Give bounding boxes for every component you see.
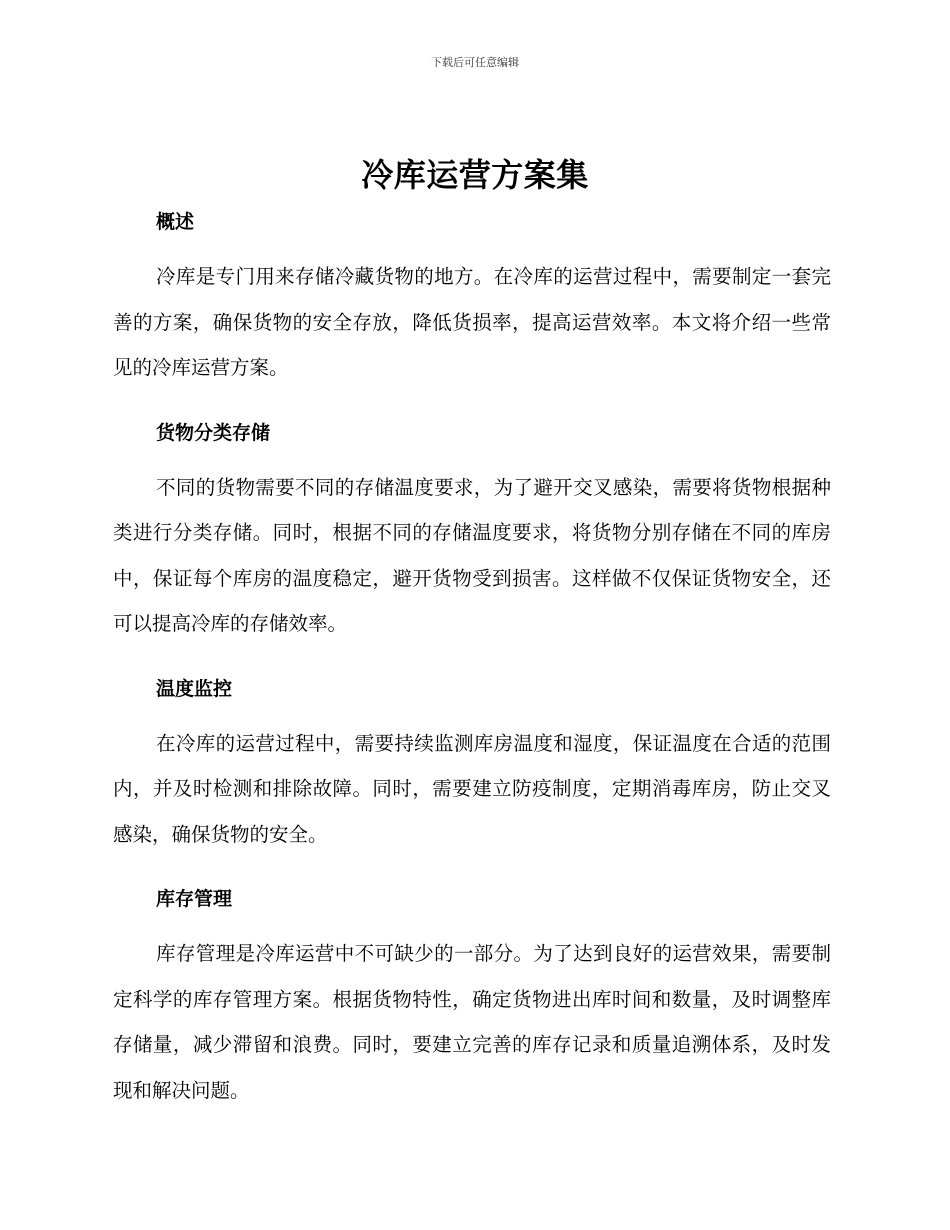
section-heading: 温度监控 — [156, 677, 233, 700]
section-heading: 概述 — [156, 211, 195, 233]
document-title: 冷库运营方案集 — [361, 156, 589, 194]
section-temperature-monitoring — [113, 671, 831, 858]
page-header: 下载后可任意编辑 — [431, 56, 519, 69]
section-heading: 库存管理 — [156, 888, 233, 910]
section-paragraph: 冷库是专门用来存储冷藏货物的地方。在冷库的运营过程中，需要制定一套完善的方案，确保货物的安全存放，降低货损率，提高运营效率。本文将介绍一些常见的冷库运营方案。 — [113, 265, 831, 379]
section-heading: 货物分类存储 — [156, 421, 271, 444]
section-paragraph: 库存管理是冷库运营中不可缺少的一部分。为了达到良好的运营效果，需要制定科学的库存管理方案。根据货物特性，确定货物进出库时间和数量，及时调整库存储量，减少滞留和浪费。同时，要建立完善的库存记录和质量追溯体系，及时发现和解决问题。 — [113, 942, 831, 1102]
section-paragraph: 不同的货物需要不同的存储温度要求，为了避开交叉感染，需要将货物根据种类进行分类存储。同时，根据不同的存储温度要求，将货物分别存储在不同的库房中，保证每个库房的温度稳定，避开货物受到损害。这样做不仅保证货物安全，还可以提高冷库的存储效率。 — [113, 475, 831, 635]
section-classified-storage — [113, 415, 831, 647]
section-overview — [113, 204, 831, 391]
section-inventory-management — [113, 881, 831, 1113]
document-body — [113, 204, 831, 1113]
section-paragraph: 在冷库的运营过程中，需要持续监测库房温度和湿度，保证温度在合适的范围内，并及时检测和排除故障。同时，需要建立防疫制度，定期消毒库房，防止交叉感染，确保货物的安全。 — [113, 731, 831, 846]
